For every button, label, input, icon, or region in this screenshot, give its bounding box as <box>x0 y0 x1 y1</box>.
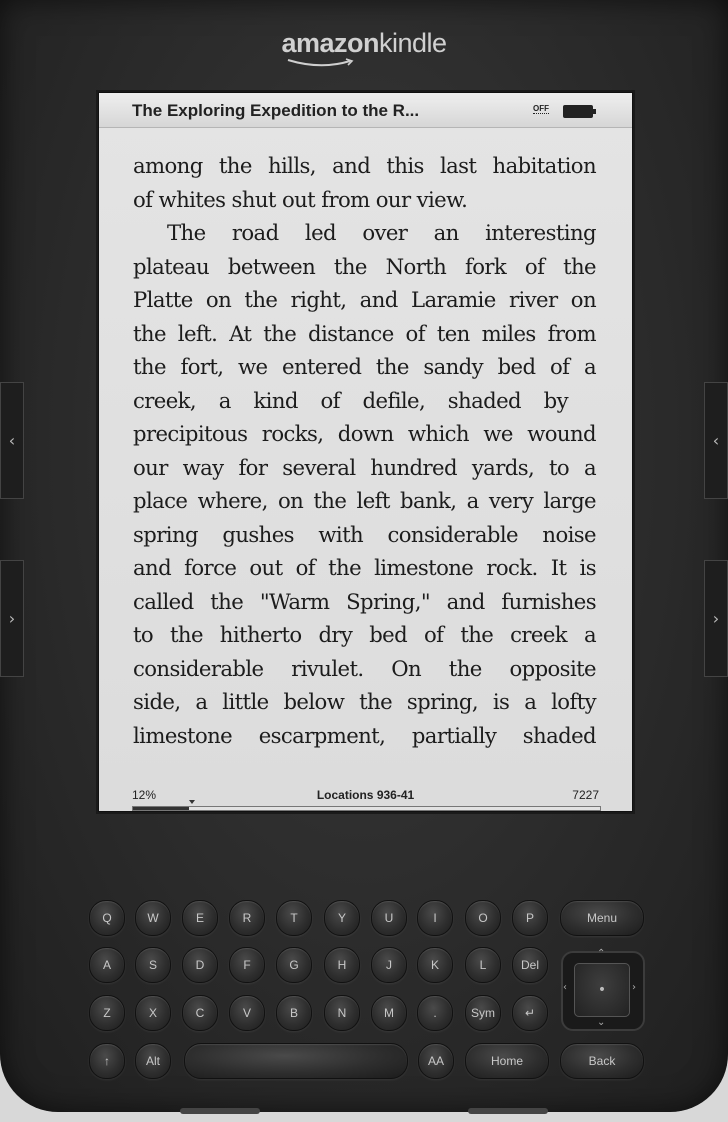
space-bar[interactable] <box>184 1043 408 1079</box>
text-line: among the hills, and this last habitation <box>133 153 596 178</box>
key-p[interactable]: P <box>512 900 548 936</box>
text-line: our way for several hundred yards, to a <box>133 454 596 480</box>
key-del[interactable]: Del <box>512 947 548 983</box>
text-line: The road led over an interesting <box>167 220 596 245</box>
key-d[interactable]: D <box>182 947 218 983</box>
font-size-button[interactable]: AA <box>418 1043 454 1079</box>
next-page-button-left[interactable]: › <box>0 560 24 677</box>
key-n[interactable]: N <box>324 995 360 1031</box>
key-q[interactable]: Q <box>89 900 125 936</box>
dpad-right-icon[interactable]: › <box>632 982 636 993</box>
key-x[interactable]: X <box>135 995 171 1031</box>
key-l[interactable]: L <box>465 947 501 983</box>
key-u[interactable]: U <box>371 900 407 936</box>
text-line: creek, a kind of defile, shaded by <box>133 387 568 413</box>
text-line: limestone escarpment, partially shaded <box>133 722 596 748</box>
key-c[interactable]: C <box>182 995 218 1031</box>
key-k[interactable]: K <box>417 947 453 983</box>
brand-logo: amazonkindle <box>281 28 447 58</box>
key-g[interactable]: G <box>276 947 312 983</box>
text-line: side, a little below the spring, is a lofty <box>133 689 596 714</box>
key-b[interactable]: B <box>276 995 312 1031</box>
key-t[interactable]: T <box>276 900 312 936</box>
key-w[interactable]: W <box>135 900 171 936</box>
book-title: The Exploring Expedition to the R... <box>132 101 420 120</box>
key-e[interactable]: E <box>182 900 218 936</box>
prev-page-button-left[interactable]: ‹ <box>0 382 24 499</box>
menu-button[interactable]: Menu <box>560 900 644 936</box>
text-line: precipitous rocks, down which we wound <box>133 421 596 446</box>
key-y[interactable]: Y <box>324 900 360 936</box>
prev-page-button-right[interactable]: ‹ <box>704 382 728 499</box>
key-r[interactable]: R <box>229 900 265 936</box>
total-locations: 7227 <box>572 788 599 802</box>
dpad-left-icon[interactable]: ‹ <box>563 982 567 993</box>
five-way-select-button[interactable]: • <box>574 963 630 1017</box>
key-symbol-7[interactable]: . <box>417 995 453 1031</box>
key-v[interactable]: V <box>229 995 265 1031</box>
key-o[interactable]: O <box>465 900 501 936</box>
locations-label: Locations 936-41 <box>316 788 415 802</box>
key-i[interactable]: I <box>417 900 453 936</box>
alt-key[interactable]: Alt <box>135 1043 171 1079</box>
key-a[interactable]: A <box>89 947 125 983</box>
key-z[interactable]: Z <box>89 995 125 1031</box>
dpad-down-icon[interactable]: ⌄ <box>597 1017 606 1028</box>
key-symbol-9[interactable]: ↵ <box>512 995 548 1031</box>
key-sym[interactable]: Sym <box>465 995 501 1031</box>
percent-read: 12% <box>132 788 157 802</box>
back-button[interactable]: Back <box>560 1043 644 1079</box>
text-line: and force out of the limestone rock. It is <box>133 555 596 580</box>
speaker-slot <box>180 1108 260 1114</box>
key-s[interactable]: S <box>135 947 171 983</box>
text-line: place where, on the left bank, a very large <box>133 488 596 513</box>
text-line: considerable rivulet. On the opposite <box>133 655 596 681</box>
text-line: to the hitherto dry bed of the creek a <box>133 622 596 647</box>
key-f[interactable]: F <box>229 947 265 983</box>
key-m[interactable]: M <box>371 995 407 1031</box>
home-button[interactable]: Home <box>465 1043 549 1079</box>
dpad-up-icon[interactable]: ⌃ <box>597 948 606 959</box>
text-line: called the "Warm Spring," and furnishes <box>133 588 596 614</box>
text-line: the left. At the distance of ten miles from <box>133 320 596 346</box>
text-line: spring gushes with considerable noise <box>133 521 596 547</box>
text-line: the fort, we entered the sandy bed of a <box>133 354 596 379</box>
wireless-status: OFF <box>533 104 549 113</box>
key-h[interactable]: H <box>324 947 360 983</box>
speaker-slot <box>468 1108 548 1114</box>
key-j[interactable]: J <box>371 947 407 983</box>
next-page-button-right[interactable]: › <box>704 560 728 677</box>
shift-key[interactable]: ↑ <box>89 1043 125 1079</box>
text-line: of whites shut out from our view. <box>133 186 468 212</box>
text-line: Platte on the right, and Laramie river on <box>133 287 596 312</box>
text-line: plateau between the North fork of the <box>133 253 596 279</box>
